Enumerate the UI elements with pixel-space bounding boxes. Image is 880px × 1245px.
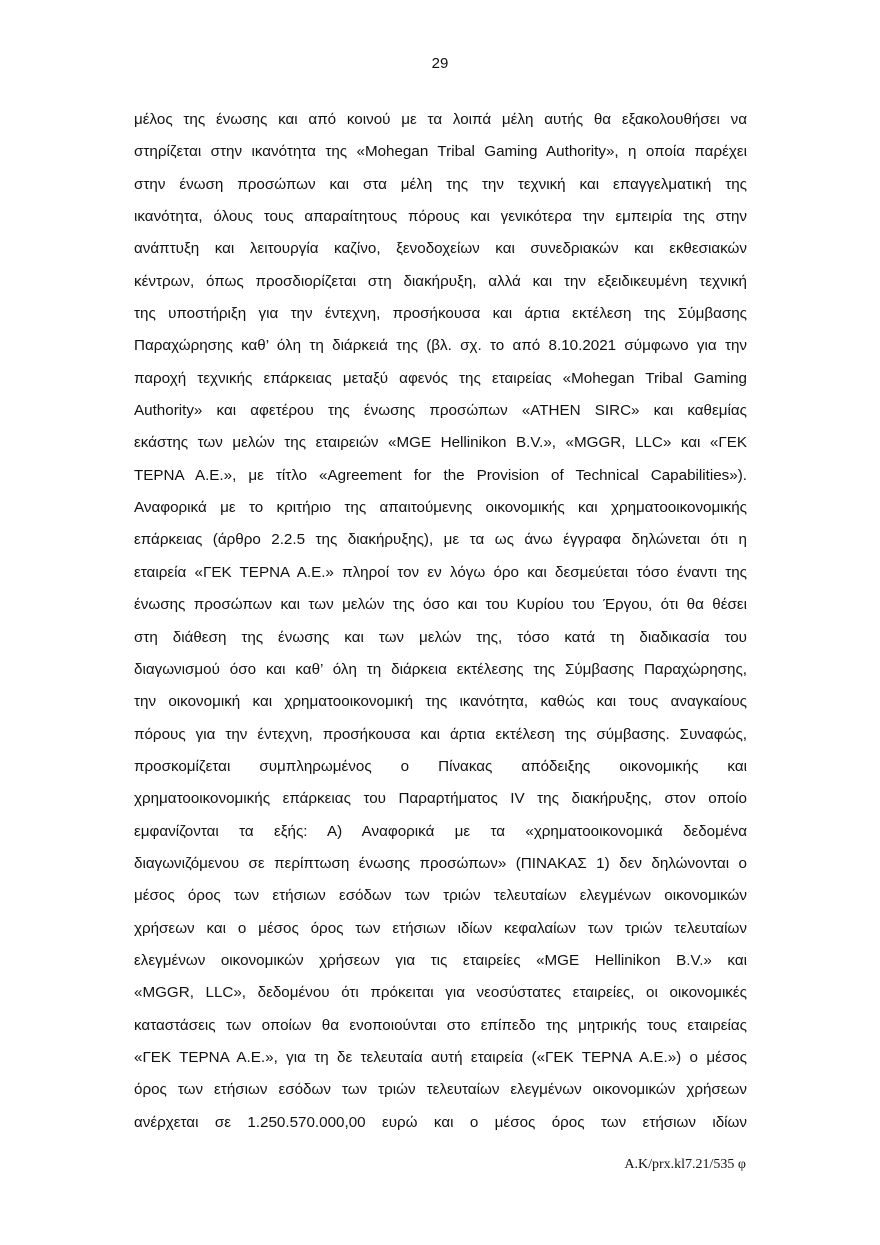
text-line: ένωσης προσώπων και των μελών της όσο και του Κυρίου του Έργου, ότι θα θέσει <box>134 596 747 614</box>
page-number: 29 <box>431 55 449 72</box>
text-line: ανέρχεται σε 1.250.570.000,00 ευρώ και ο μέσος όρος των ετήσιων ιδίων <box>134 1113 747 1131</box>
text-line: «ΓΕΚ ΤΕΡΝΑ Α.Ε.», για τη δε τελευταία αυτή εταιρεία («ΓΕΚ ΤΕΡΝΑ Α.Ε.») ο μέσος <box>134 1048 747 1066</box>
text-line: διαγωνισμού όσο και καθ’ όλη τη διάρκεια εκτέλεσης της Σύμβασης Παραχώρησης, <box>134 660 747 678</box>
text-line: μέσος όρος των ετήσιων εσόδων των τριών τελευταίων ελεγμένων οικονομικών <box>134 887 747 905</box>
text-line: εταιρεία «ΓΕΚ ΤΕΡΝΑ Α.Ε.» πληροί τον εν λόγω όρο και δεσμεύεται τόσο έναντι της <box>134 563 747 581</box>
text-line: ανάπτυξη και λειτουργία καζίνο, ξενοδοχείων και συνεδριακών και εκθεσιακών <box>134 240 747 258</box>
text-line: Authority» και αφετέρου της ένωσης προσώπων «ATHEN SIRC» και καθεμίας <box>134 402 747 420</box>
text-line: χρηματοοικονομικής επάρκειας του Παραρτήματος IV της διακήρυξης, στον οποίο <box>134 790 747 808</box>
text-line: της υποστήριξη για την έντεχνη, προσήκουσα και άρτια εκτέλεση της Σύμβασης <box>134 305 747 323</box>
text-line: προσκομίζεται συμπληρωμένος ο Πίνακας απόδειξης οικονομικής και <box>134 757 747 775</box>
text-line: παροχή τεχνικής επάρκειας μεταξύ αφενός της εταιρείας «Mohegan Tribal Gaming <box>134 369 747 387</box>
text-line: «MGGR, LLC», δεδομένου ότι πρόκειται για νεοσύστατες εταιρείες, οι οικονομικές <box>134 984 747 1002</box>
text-line: καταστάσεις των οποίων θα ενοποιούνται στο επίπεδο της μητρικής τους εταιρείας <box>134 1016 747 1034</box>
text-line: την οικονομική και χρηματοοικονομική της ικανότητα, καθώς και τους αναγκαίους <box>134 693 747 711</box>
text-line: διαγωνιζόμενου σε περίπτωση ένωσης προσώπων» (ΠΙΝΑΚΑΣ 1) δεν δηλώνονται ο <box>134 854 747 872</box>
text-line: ελεγμένων οικονομικών χρήσεων για τις εταιρείες «MGE Hellinikon B.V.» και <box>134 951 747 969</box>
text-line: στηρίζεται στην ικανότητα της «Mohegan Tribal Gaming Authority», η οποία παρέχει <box>134 143 747 161</box>
text-line: ΤΕΡΝΑ Α.Ε.», με τίτλο «Agreement for the Provision of Technical Capabilities»). <box>134 466 747 484</box>
text-line: χρήσεων και ο μέσος όρος των ετήσιων ιδίων κεφαλαίων των τριών τελευταίων <box>134 919 747 937</box>
text-line: στην ένωση προσώπων και στα μέλη της την τεχνική και επαγγελματική της <box>134 175 747 193</box>
text-line: όρος των ετήσιων εσόδων των τριών τελευταίων ελεγμένων οικονομικών χρήσεων <box>134 1081 747 1099</box>
text-line: εμφανίζονται τα εξής: Α) Αναφορικά με τα «χρηματοοικονομικά δεδομένα <box>134 822 747 840</box>
footer-reference: A.K/prx.kl7.21/535 φ <box>624 1157 746 1172</box>
text-line: επάρκειας (άρθρο 2.2.5 της διακήρυξης), με τα ως άνω έγγραφα δηλώνεται ότι η <box>134 531 747 549</box>
text-line: εκάστης των μελών της εταιρειών «MGE Hellinikon B.V.», «MGGR, LLC» και «ΓΕΚ <box>134 434 747 452</box>
text-line: Παραχώρησης καθ’ όλη τη διάρκειά της (βλ. σχ. το από 8.10.2021 σύμφωνο για την <box>134 337 747 355</box>
text-line: πόρους για την έντεχνη, προσήκουσα και άρτια εκτέλεση της σύμβασης. Συναφώς, <box>134 725 747 743</box>
text-line: στη διάθεση της ένωσης και των μελών της, τόσο κατά τη διαδικασία του <box>134 628 747 646</box>
text-line: ικανότητα, όλους τους απαραίτητους πόρους και γενικότερα την εμπειρία της στην <box>134 208 747 226</box>
text-line: κέντρων, όπως προσδιορίζεται στη διακήρυξη, αλλά και την εξειδικευμένη τεχνική <box>134 272 747 290</box>
body-paragraph <box>134 104 747 1139</box>
text-line: Αναφορικά με το κριτήριο της απαιτούμενης οικονομικής και χρηματοοικονομικής <box>134 499 747 517</box>
text-line: μέλος της ένωσης και από κοινού με τα λοιπά μέλη αυτής θα εξακολουθήσει να <box>134 111 747 128</box>
